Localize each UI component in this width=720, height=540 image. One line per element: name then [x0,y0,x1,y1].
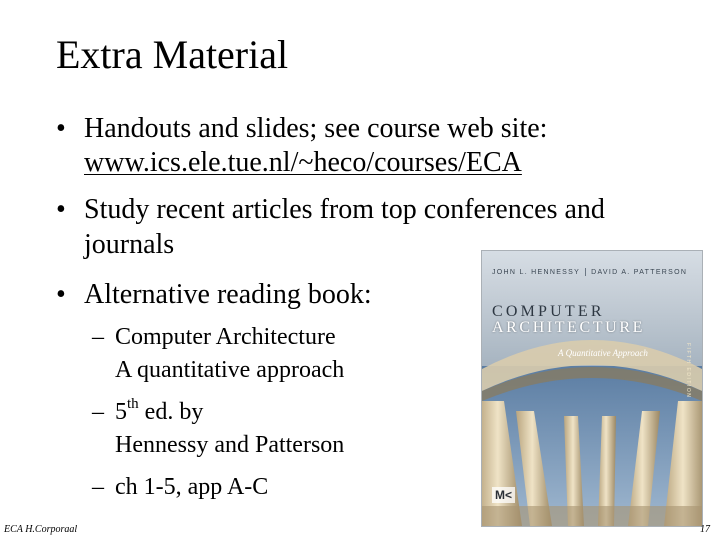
course-website-link-text[interactable]: www.ics.ele.tue.nl/~heco/courses/ECA [84,147,522,178]
bullet-text-continued: journals [84,229,175,260]
book-edition: FIFTH EDITION [685,343,691,399]
author-separator [585,268,586,276]
subbullet-text: Computer Architecture [115,324,336,350]
book-title-line2: ARCHITECTURE [492,319,645,336]
bullet-text: Alternative reading book: [84,279,372,310]
bullet-text: Handouts and slides; see course web site: [84,113,548,144]
footer-page-number: 17 [700,524,710,535]
bullet-marker: • [56,279,66,310]
bullet-text: Study recent articles from top conferences and [84,194,605,225]
bullet-marker: • [56,194,66,225]
publisher-logo: M< [492,487,515,503]
footer-course-author: ECA H.Corporaal [4,524,78,535]
subbullet-text [115,397,203,427]
subbullet-marker: – [92,474,104,500]
course-website-link[interactable] [84,146,522,180]
subbullet-text: ch 1-5, app A-C [115,474,269,500]
subbullet-text-continued: Hennessy and Patterson [115,432,345,458]
book-title-line1: COMPUTER [492,303,605,320]
book-cover-image [481,250,703,527]
slide-title: Extra Material [56,32,289,77]
book-author-hennessy: JOHN L. HENNESSY [492,268,581,276]
book-author-patterson: DAVID A. PATTERSON [591,268,688,276]
book-subtitle: A Quantitative Approach [558,348,648,358]
edition-superscript: th [127,396,139,412]
subbullet-marker: – [92,324,104,350]
subbullet-marker: – [92,399,104,425]
bullet-marker: • [56,113,66,144]
edition-rest: ed. by [138,399,204,425]
subbullet-text-continued: A quantitative approach [115,357,345,383]
book-cover-illustration [482,251,702,526]
book-authors [492,268,697,276]
edition-number: 5 [115,399,127,425]
